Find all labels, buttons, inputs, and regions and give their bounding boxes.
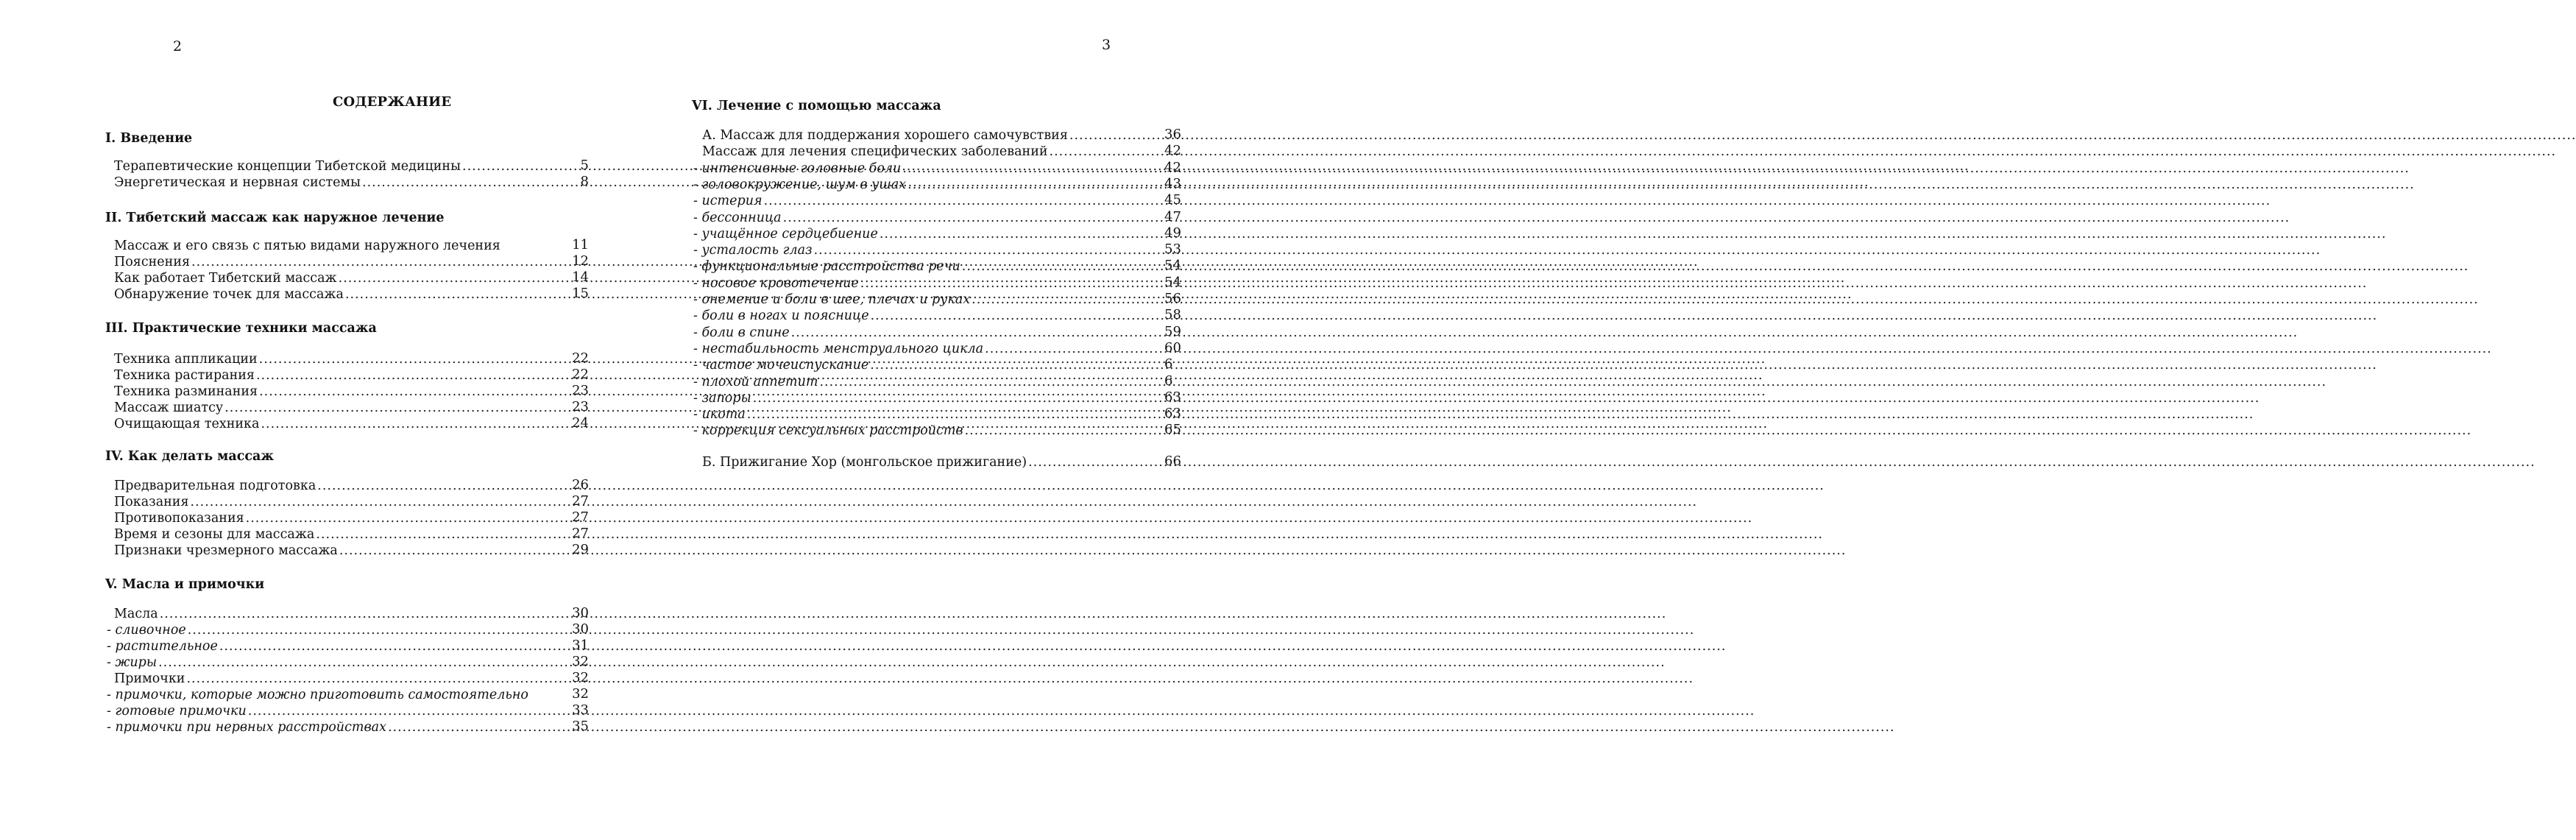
toc-entry-label: - боли в спине: [693, 325, 790, 340]
toc-entry-page: 22: [572, 367, 589, 382]
toc-entry: [693, 308, 1148, 325]
dot-leader: [783, 208, 2290, 225]
toc-entry-page: 54: [1164, 274, 1181, 290]
toc-entry: [114, 511, 545, 527]
toc-entry-label: - растительное: [107, 639, 218, 654]
toc-entry: [114, 527, 545, 543]
toc-entry-label: - учащённое сердцебиение: [693, 226, 878, 241]
page-number-left: 2: [173, 38, 183, 54]
dot-leader: [316, 527, 1823, 542]
toc-section-heading: VI. Лечение с помощью массажа: [692, 99, 941, 113]
toc-entry-label: Очищающая техника: [114, 417, 260, 431]
dot-leader: [1050, 144, 2557, 159]
dot-leader: [317, 479, 1825, 493]
toc-entry-page: 49: [1164, 225, 1181, 241]
toc-entry-label: - примочки при нервных расстройствах: [107, 720, 386, 735]
dot-leader: [870, 358, 2377, 373]
dot-leader: [246, 511, 1753, 526]
toc-entry-page: 56: [1164, 291, 1181, 306]
toc-entry-label: Техника растирания: [114, 368, 255, 383]
toc-entry: [693, 211, 1148, 227]
toc-entry-page: 42: [1164, 143, 1181, 159]
dot-leader: [160, 607, 1667, 621]
toc-entry-label: - истерия: [693, 194, 762, 209]
toc-entry-label: Б. Прижигание Хор (монгольское прижигание): [702, 454, 1027, 470]
dot-leader: [791, 325, 2299, 340]
toc-entry-label: Пояснения: [114, 255, 191, 269]
toc-entry-label: Показания: [114, 495, 189, 509]
toc-section-heading: V. Масла и примочки: [105, 577, 265, 592]
toc-section-heading: III. Практические техники массажа: [105, 321, 377, 336]
toc-entry: [693, 259, 1148, 275]
toc-entry-page: 15: [572, 286, 589, 301]
toc-entry: [693, 325, 1148, 342]
toc-entry: [114, 159, 545, 175]
toc-entry-page: 54: [1164, 258, 1181, 274]
toc-entry-label: Обнаружение точек для массажа: [114, 287, 344, 302]
dot-leader: [907, 177, 2415, 192]
toc-entry-page: 42: [1164, 159, 1181, 175]
toc-entry-page: 63: [1164, 389, 1181, 405]
toc-entry-page: 36: [1164, 127, 1181, 142]
toc-entry-label: Терапевтические концепции Тибетской медицины: [114, 159, 461, 174]
toc-entry: [114, 255, 545, 271]
toc-entry-label: Массаж для лечения специфических заболеваний: [702, 144, 1048, 160]
toc-entry: [107, 639, 545, 655]
toc-entry-page: 43: [1164, 175, 1181, 191]
toc-entry: [114, 287, 545, 303]
dot-leader: [902, 161, 2410, 176]
toc-entry-page: 29: [572, 542, 589, 557]
toc-entry: [702, 455, 1148, 471]
toc-entry-label: А. Массаж для поддержания хорошего самочувствия: [702, 128, 1068, 143]
toc-entry: [114, 271, 545, 287]
toc-entry-page: 12: [572, 253, 589, 269]
toc-entry-label: Техника разминания: [114, 384, 258, 399]
toc-entry-label: - икота: [693, 407, 746, 423]
toc-entry: [114, 400, 545, 417]
toc-entry: [114, 495, 545, 511]
toc-entry: [693, 391, 1148, 407]
dot-leader: [186, 671, 1694, 686]
toc-entry: [107, 704, 545, 720]
toc-entry: [693, 276, 1148, 292]
toc-section-heading: II. Тибетский массаж как наружное лечение: [105, 211, 445, 225]
toc-entry-label: - сливочное: [107, 623, 186, 638]
toc-entry: [114, 417, 545, 433]
toc-entry-label: - головокружение, шум в ушах: [693, 177, 907, 192]
toc-entry: [693, 292, 1148, 308]
dot-leader: [871, 308, 2378, 323]
dot-leader: [158, 655, 1666, 670]
toc-entry: [693, 407, 1148, 423]
dot-leader: [972, 292, 2479, 307]
toc-entry: [693, 161, 1148, 177]
toc-entry-label: - примочки, которые можно приготовить самостоятельно: [107, 688, 528, 702]
toc-entry: [693, 375, 1148, 391]
toc-entry-label: - боли в ногах и пояснице: [693, 308, 869, 324]
toc-entry-label: - интенсивные головные боли: [693, 160, 902, 176]
toc-entry: [107, 720, 545, 736]
toc-entry-label: - плохой аппетит: [693, 374, 818, 389]
toc-entry-label: - нестабильность менструального цикла: [693, 341, 984, 356]
toc-entry-page: 35: [572, 719, 589, 734]
toc-entry-page: 26: [572, 477, 589, 493]
toc-entry-page: 31: [572, 638, 589, 653]
toc-entry: [114, 368, 545, 384]
toc-entry-page: 32: [572, 686, 589, 702]
toc-entry-label: Время и сезоны для массажа: [114, 527, 315, 542]
toc-entry: [693, 177, 1148, 194]
toc-entry-label: Примочки: [114, 671, 185, 686]
toc-entry-label: - онемение и боли в шее, плечах и руках: [693, 292, 971, 307]
toc-entry-page: 6: [1164, 373, 1173, 389]
toc-entry: [693, 227, 1148, 243]
toc-entry: [107, 655, 545, 671]
toc-entry-page: 11: [572, 237, 589, 253]
toc-entry-page: 33: [572, 702, 589, 718]
toc-entry-label: Как работает Тибетский массаж: [114, 271, 337, 286]
toc-entry-page: 6: [1164, 356, 1173, 373]
dot-leader: [753, 391, 2260, 406]
dot-leader: [188, 623, 1695, 638]
toc-entry: [702, 128, 1148, 144]
toc-entry: [114, 543, 545, 560]
toc-entry-label: Противопоказания: [114, 511, 244, 526]
dot-leader: [747, 407, 2254, 422]
toc-entry-page: 5: [580, 158, 589, 173]
toc-entry-label: - коррекция сексуальных расстройств: [693, 423, 963, 439]
toc-title: СОДЕРЖАНИЕ: [333, 94, 452, 110]
dot-leader: [191, 495, 1698, 509]
toc-entry-page: 27: [572, 526, 589, 541]
toc-entry-page: 8: [580, 174, 589, 189]
dot-leader: [388, 720, 1895, 735]
toc-entry-label: - носовое кровотечение: [693, 275, 859, 291]
toc-entry: [114, 239, 545, 255]
toc-entry-page: 32: [572, 670, 589, 685]
toc-entry-page: 66: [1164, 453, 1181, 469]
toc-entry-page: 58: [1164, 307, 1181, 323]
toc-entry-label: - бессонница: [693, 210, 782, 225]
toc-entry-page: 47: [1164, 208, 1181, 225]
dot-leader: [880, 227, 2387, 241]
toc-entry-label: Энергетическая и нервная системы: [114, 175, 361, 190]
toc-entry-page: 45: [1164, 192, 1181, 208]
toc-entry-label: Предварительная подготовка: [114, 479, 316, 493]
toc-entry-page: 60: [1164, 339, 1181, 356]
dot-leader: [248, 704, 1755, 719]
toc-entry-label: Признаки чрезмерного массажа: [114, 543, 338, 558]
toc-entry-label: Техника аппликации: [114, 352, 258, 367]
toc-entry: [107, 623, 545, 639]
toc-entry-label: - функциональные расстройства речи: [693, 259, 960, 275]
toc-entry-page: 30: [572, 605, 589, 621]
toc-entry-page: 22: [572, 350, 589, 366]
dot-leader: [819, 375, 2326, 389]
toc-entry: [693, 342, 1148, 358]
toc-entry-label: Массаж и его связь с пятью видами наружного лечения: [114, 239, 500, 253]
toc-entry-page: 27: [572, 509, 589, 525]
toc-entry: [702, 144, 1148, 160]
toc-entry-page: 53: [1164, 241, 1181, 258]
toc-entry-label: - усталость глаз: [693, 243, 813, 258]
toc-entry-page: 24: [572, 415, 589, 431]
toc-entry: [114, 607, 545, 623]
toc-entry: [693, 243, 1148, 259]
toc-entry: [693, 423, 1148, 440]
toc-entry-label: - жиры: [107, 655, 158, 670]
toc-entry-page: 30: [572, 621, 589, 637]
toc-entry-page: 23: [572, 399, 589, 414]
dot-leader: [962, 259, 2469, 274]
toc-entry-page: 59: [1164, 323, 1181, 339]
toc-entry-page: 27: [572, 493, 589, 509]
dot-leader: [860, 276, 2368, 291]
toc-entry: [114, 175, 545, 191]
toc-entry: [693, 358, 1148, 374]
dot-leader: [1028, 455, 2536, 470]
toc-entry-label: - готовые примочки: [107, 704, 247, 719]
toc-entry-page: 65: [1164, 422, 1181, 438]
dot-leader: [219, 639, 1727, 654]
toc-section-heading: I. Введение: [105, 131, 193, 146]
toc-entry: [114, 479, 545, 495]
toc-entry-page: 23: [572, 383, 589, 398]
toc-entry-label: Массаж шиатсу: [114, 400, 224, 415]
dot-leader: [1069, 128, 2576, 143]
dot-leader: [985, 339, 2492, 356]
toc-entry-label: - частое мочеиспускание: [693, 358, 869, 373]
dot-leader: [764, 194, 2271, 208]
toc-entry: [693, 194, 1148, 210]
toc-entry-page: 63: [1164, 406, 1181, 422]
toc-entry: [114, 671, 545, 688]
toc-entry: [114, 352, 545, 368]
toc-entry-page: 14: [572, 269, 589, 285]
toc-entry-label: Масла: [114, 607, 158, 621]
dot-leader: [814, 243, 2321, 258]
dot-leader: [965, 423, 2472, 438]
toc-entry-page: 32: [572, 654, 589, 669]
toc-entry-label: - запоры: [693, 390, 751, 406]
toc-section-heading: IV. Как делать массаж: [105, 449, 275, 464]
toc-entry: [114, 384, 545, 400]
page-number-right: 3: [1102, 37, 1111, 53]
toc-entry: [107, 688, 545, 704]
